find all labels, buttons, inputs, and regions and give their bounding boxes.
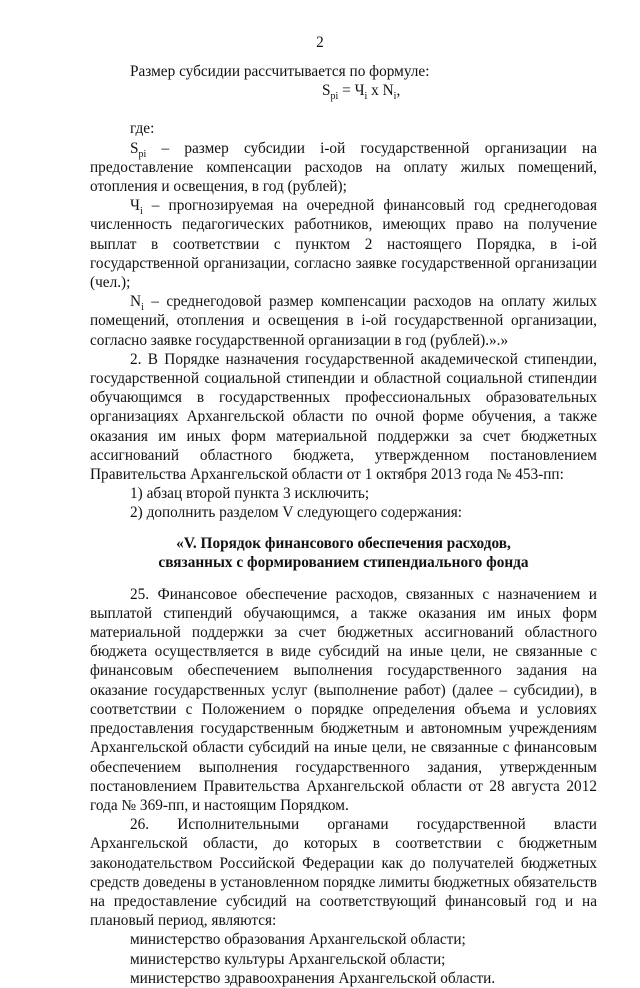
paragraph-25: 25. Финансовое обеспечение расходов, связанных с назначением и выплатой стипендий обучающимся, а также оказания им иных форм материальной поддержки за счет бюджетных ассигнований областного бюджета осуществляется в виде субсидий на иные цели, не связанные с финансовым обеспечением выполнения государственного задания на оказание государственных услуг (выполнение работ) (далее – субсидии), в соответствии с Положением о порядке определения объема и условиях предоставления государственным бюджетным и автономным учреждениям Архангельской области субсидий на иные цели, не связанные с финансовым обеспечением выполнения государственного задания, утвержденным постановлением Правительства Архангельской области от 28 августа 2012 года № 369-пп, и настоящим Порядком. xyxy=(90,585,597,814)
formula-intro: Размер субсидии рассчитывается по формуле: xyxy=(130,63,430,80)
section-heading: «V. Порядок финансового обеспечения расходов, связанных с формированием стипендиального фонда xyxy=(158,534,529,571)
ministry-item: министерство образования Архангельской области; xyxy=(130,931,466,949)
definition-ch: $Ч_i$ – прогнозируемая на очередной финансовый год среднегодовая численность педагогических работников, имеющих право на получение выплат в соответствии с пунктом 2 настоящего Порядка, в i-ой государственной организации, согласно заявке государственной организации (чел.); xyxy=(90,197,597,292)
paragraph-26: 26. Исполнительными органами государственной власти Архангельской области, до которых в соответствии с бюджетным законодательством Российской Федерации как до получателей бюджетных средств доведены в установленном порядке лимиты бюджетных обязательств на предоставление субсидий на соответствующий финансовый год и на плановый период, являются: xyxy=(90,816,597,930)
document-body xyxy=(90,62,597,988)
formula: $S_{pi} = Ч_i$ x $N_i$, xyxy=(322,82,401,103)
ministry-item: министерство культуры Архангельской области; xyxy=(130,950,446,968)
definition-n: $N_i$ – среднегодовой размер компенсации расходов на оплату жилых помещений, отопления и освещения в i-ой государственной организации, согласно заявке государственной организации в год (рублей).».» xyxy=(90,293,597,349)
list-item-1: 1) абзац второй пункта 3 исключить; xyxy=(130,485,370,503)
paragraph-2: 2. В Порядке назначения государственной академической стипендии, государственной социальной стипендии и областной социальной стипендии обучающимся в государственных профессиональных образовательных организациях Архангельской области по очной форме обучения, а также оказания им иных форм материальной поддержки за счет бюджетных ассигнований областного бюджета, утвержденном постановлением Правительства Архангельской области от 1 октября 2013 года № 453-пп: xyxy=(90,350,597,484)
ministry-item: министерство здравоохранения Архангельской области. xyxy=(130,969,496,987)
where-label: где: xyxy=(130,120,155,138)
list-item-2: 2) дополнить разделом V следующего содержания: xyxy=(130,504,463,522)
definition-s: $S_{pi}$ – размер субсидии i-ой государственной организации на предоставление компенсации расходов на оплату жилых помещений, отопления и освещения, в год (рублей); xyxy=(90,139,597,196)
page-number: 2 xyxy=(316,34,324,51)
